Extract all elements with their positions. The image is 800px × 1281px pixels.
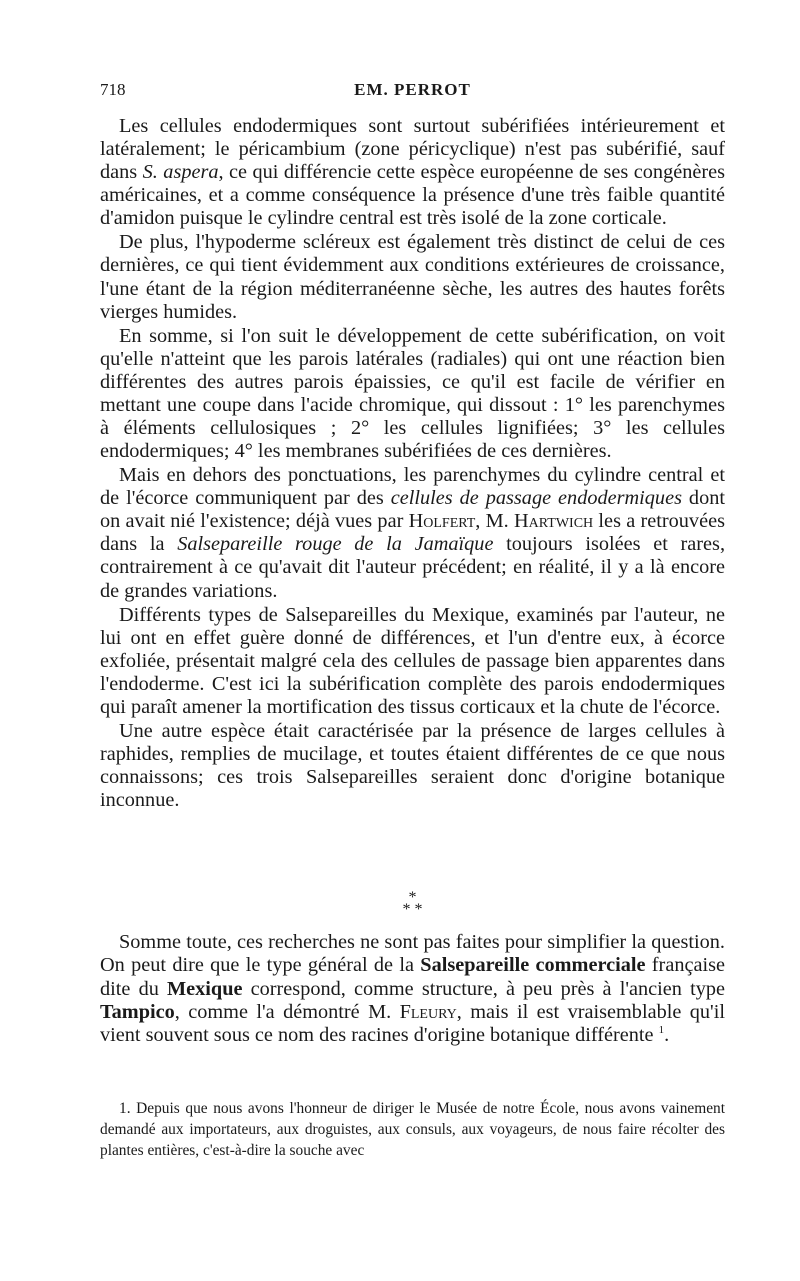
species-name: S. aspera	[142, 161, 219, 184]
page-header	[100, 80, 725, 104]
paragraph-2: De plus, l'hypoderme scléreux est également très distinct de celui de ces dernières, ce qui tient évidemment aux conditions extérieures de croissance, l'une étant de la région méditerranéenne sèche, les autres des hautes forêts vierges humides.	[100, 231, 725, 323]
paragraph-6: Une autre espèce était caractérisée par la présence de larges cellules à raphides, remplies de mucilage, et toutes étaient différentes de ce que nous connaissons; ces trois Salsepareilles seraient donc d'origine botanique inconnue.	[100, 719, 725, 812]
paragraph-conclusion: Somme toute, ces recherches ne sont pas faites pour simplifier la question. On peut dire que le type général de la Salsepareille commerciale française dite du Mexique correspond, comme structure, à peu près à l'ancien type Tampico, comme l'a démontré M. Fleury, mais il est vraisemblable qu'il vient souvent sous ce nom des racines d'origine botanique différente $^1$.	[100, 931, 726, 1047]
conclusion-text	[100, 931, 725, 1047]
main-text	[100, 115, 725, 812]
author-name: Hartwich	[514, 510, 594, 533]
author-name: Fleury	[399, 1000, 457, 1023]
paragraph-5: Différents types de Salsepareilles du Mexique, examinés par l'auteur, ne lui ont en effet guère donné de différences, et l'un d'entre eux, à écorce exfoliée, présentait malgré cela des cellules de passage bien apparentes dans l'endoderme. C'est ici la subérification complète des parois endodermiques qui paraît amener la mortification des tissus corticaux et la chute de l'écorce.	[100, 603, 725, 718]
footnote-ref: 1	[658, 1024, 665, 1037]
page-number: 718	[100, 80, 126, 99]
paragraph-4: Mais en dehors des ponctuations, les parenchymes du cylindre central et de l'écorce communiquent par des cellules de passage endodermiques dont on avait nié l'existence; déjà vues par Holfert, M. Hartwich les a retrouvées dans la Salsepareille rouge de la Jamaïque toujours isolées et rares, contrairement à ce qu'avait dit l'auteur précédent; en réalité, il y a là encore de grandes variations.	[100, 464, 726, 602]
author-name: Holfert	[408, 510, 476, 533]
section-asterism: * * *	[402, 889, 423, 918]
paragraph-1: Les cellules endodermiques sont surtout subérifiées intérieurement et latéralement; le péricambium (zone péricyclique) n'est pas subérifié, sauf dans S. aspera, ce qui différencie cette espèce européenne de ses congénères américaines, et a comme conséquence la présence d'une très faible quantité d'amidon puisque le cylindre central est très isolé de la zone corticale.	[100, 115, 725, 230]
footnote: 1. Depuis que nous avons l'honneur de diriger le Musée de notre École, nous avons vainement demandé aux importateurs, aux droguistes, aux consuls, aux voyageurs, de nous faire récolter des plantes entières, c'est-à-dire la souche avec	[100, 1100, 725, 1160]
running-title: EM. PERROT	[354, 80, 471, 99]
paragraph-3: En somme, si l'on suit le développement de cette subérification, on voit qu'elle n'atteint que les parois latérales (radiales) qui ont une réaction bien différentes des autres parois épaissies, ce qu'il est facile de vérifier en mettant une coupe dans l'acide chromique, qui dissout : 1° les parenchymes à éléments cellulosiques ; 2° les cellules lignifiées; 3° les cellules endodermiques; 4° les membranes subérifiées de ces dernières.	[100, 324, 725, 463]
